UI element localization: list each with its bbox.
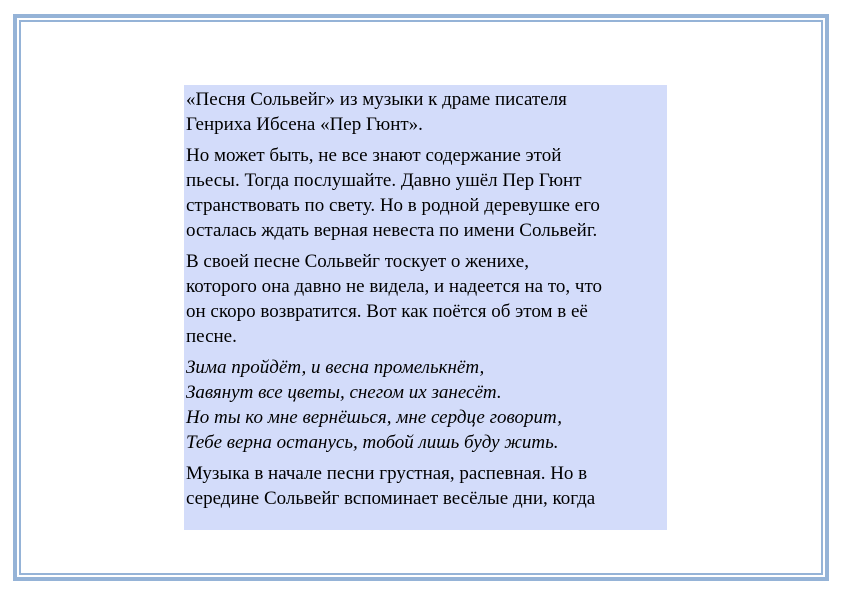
text-line: «Песня Сольвейг» из музыки к драме писателя: [186, 89, 567, 110]
paragraph-closing: [186, 461, 667, 511]
text-line: пьесы. Тогда послушайте. Давно ушёл Пер Гюнт: [186, 170, 582, 191]
text-line: он скоро возвратится. Вот как поётся об этом в её: [186, 301, 588, 322]
poem-verse: [186, 355, 667, 455]
text-line: Генриха Ибсена «Пер Гюнт».: [186, 114, 423, 135]
poem-line: Тебе верна останусь, тобой лишь буду жить.: [186, 432, 559, 453]
text-line: песне.: [186, 326, 237, 347]
text-block: [184, 85, 667, 530]
text-line: которого она давно не видела, и надеется на то, что: [186, 276, 603, 297]
paragraph-intro: [186, 87, 667, 137]
text-line: осталась ждать верная невеста по имени Сольвейг.: [186, 220, 598, 241]
text-line: Но может быть, не все знают содержание этой: [186, 145, 562, 166]
text-line: странствовать по свету. Но в родной деревушке его: [186, 195, 600, 216]
paragraph-story: [186, 143, 667, 243]
text-line: середине Сольвейг вспоминает весёлые дни, когда: [186, 488, 596, 509]
paragraph-song-intro: [186, 249, 667, 349]
text-line: Музыка в начале песни грустная, распевная. Но в: [186, 463, 588, 484]
poem-line: Но ты ко мне вернёшься, мне сердце говорит,: [186, 407, 562, 428]
poem-line: Завянут все цветы, снегом их занесёт.: [186, 382, 502, 403]
text-line: В своей песне Сольвейг тоскует о женихе,: [186, 251, 529, 272]
poem-line: Зима пройдёт, и весна промелькнёт,: [186, 357, 485, 378]
